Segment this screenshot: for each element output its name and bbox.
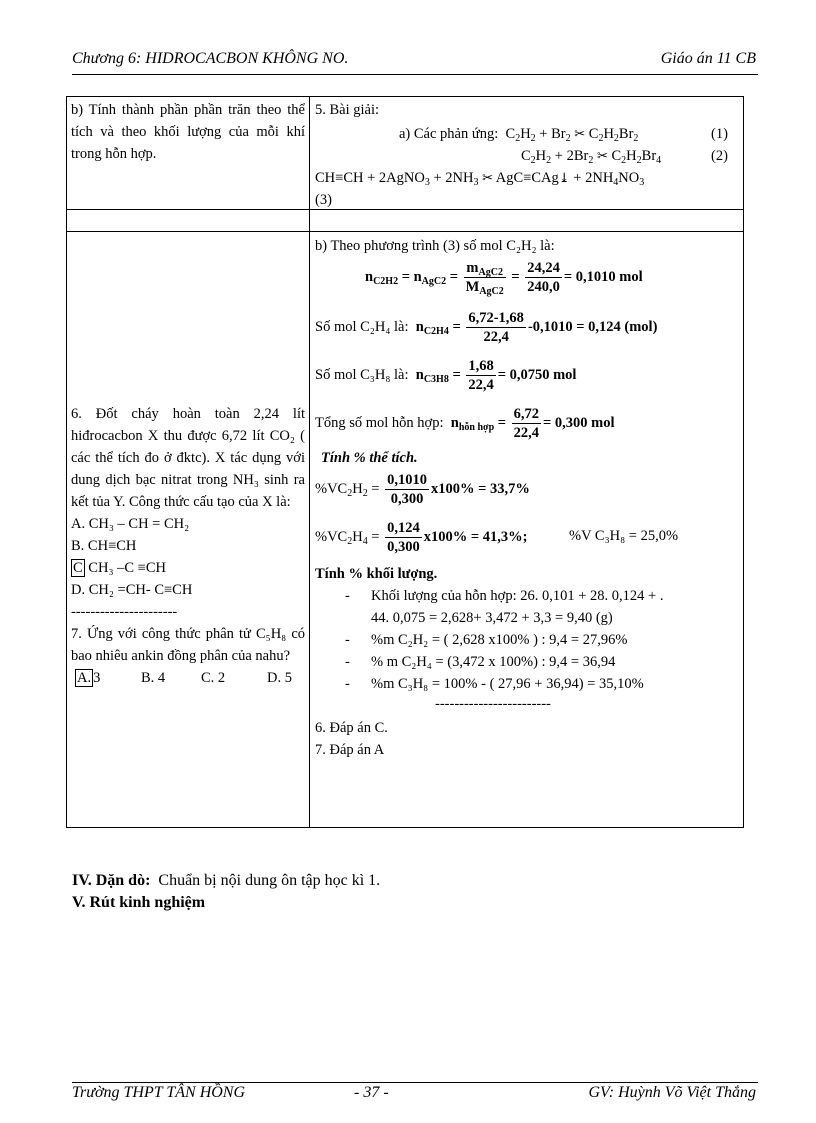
divider-dashes: ------------------------ (435, 696, 551, 712)
formula-vol-c2h4: $\%VC_2H_4$ = $\frac{0,124}{0,300}$ x100% = 41,3%; (315, 520, 528, 555)
reaction-label: a) Các phản ứng: (399, 126, 499, 142)
formula-mol-c2h4: Số mol C₂H₄ là: $n_{C2H4}$ = $\frac{6,72-1,68}{22,4}$ -0,1010 = 0,124 (mol) (315, 310, 658, 345)
q7-option-a (75, 667, 100, 689)
mass-percent-title: Tính % khối lượng. (315, 566, 438, 582)
page-footer (72, 1084, 756, 1102)
q7-option-a-value: 3 (93, 670, 101, 686)
formula-mol-c3h8: Số mol C₃H₈ là: $n_{C3H8}$ = $\frac{1,68}{22,4}$ = 0,0750 mol (315, 358, 577, 393)
footer-teacher: GV: Huỳnh Võ Việt Thắng (588, 1084, 756, 1101)
arrow-icon: ✂ (574, 126, 586, 141)
q7-option-c: C. 2 (201, 670, 226, 686)
option-c (71, 557, 305, 579)
mass-line: % m C₂H₄ = (3,472 x 100%) : 9,4 = 36,94 (371, 654, 616, 670)
lesson-table (66, 96, 744, 828)
arrow-icon: ✂ (482, 170, 493, 185)
option-b: B. CH≡CH (71, 538, 137, 554)
question-5b: b) Tính thành phần phần trăn theo thể tích và theo khối lượng của mỗi khí trong hỗn hợp. (71, 102, 305, 162)
mass-line: 44. 0,075 = 2,628+ 3,472 + 3,3 = 9,40 (g) (371, 610, 613, 626)
reaction-1: a) Các phản ứng: $C_2H_2 + Br_2$ ✂ $C_2H_2Br_2$ (399, 126, 639, 144)
answer-7: 7. Đáp án A (315, 742, 385, 758)
row-divider (67, 231, 743, 232)
column-divider (309, 97, 310, 827)
experience-note: V. Rút kinh nghiệm (72, 894, 206, 911)
fraction: $\frac{24,24}{240,0}$ (527, 260, 560, 295)
selected-answer-box: C (73, 560, 83, 576)
result: -0,1010 = 0,124 (mol) (527, 318, 658, 335)
homework-note (72, 872, 380, 890)
formula-mol-total: Tổng số mol hỗn hợp: $n_{hỗn hợp}$ = $\frac{6,72}{22,4}$ = 0,300 mol (315, 406, 615, 441)
result: x100% = 41,3%; (423, 528, 528, 545)
footer-school: Trường THPT TÂN HỒNG (72, 1084, 246, 1101)
option-c-text: CH₃ –C ≡CH (88, 560, 166, 576)
page-header (72, 50, 756, 68)
vol-c3h8: %V C₃H₈ = 25,0% (569, 528, 679, 544)
q7-option-b: B. 4 (141, 670, 166, 686)
solution-b-intro: b) Theo phương trình (3) số mol C₂H₂ là: (315, 238, 555, 254)
fraction: $\frac{6,72}{22,4}$ (513, 406, 540, 441)
homework-text: Chuẩn bị nội dung ôn tập học kì 1. (158, 872, 381, 889)
reaction-1-number: (1) (711, 126, 728, 142)
question-7: 7. Ứng với công thức phân tử C₅H₈ có bao nhiêu ankin đồng phân của nahu? (71, 626, 305, 664)
reaction-3: CH≡CH + 2AgNO$_3$ + $2NH_3$ ✂ AgC≡CAg⤓ + $2NH_4NO_3$ (315, 170, 645, 188)
fraction: $\frac{0,1010}{0,300}$ (387, 472, 428, 507)
row-divider (67, 209, 743, 210)
reaction-2: $C_2H_2 + 2Br_2$ ✂ $C_2H_2Br_4$ (521, 148, 662, 166)
header-course: Giáo án 11 CB (660, 50, 756, 67)
arrow-icon: ✂ (596, 148, 608, 163)
reaction-2-number: (2) (711, 148, 728, 164)
answer-6: 6. Đáp án C. (315, 720, 388, 736)
fraction: $\frac{1,68}{22,4}$ (468, 358, 494, 393)
divider-dashes: ---------------------- (71, 604, 178, 620)
fraction: $\frac{m_{AgC2}}{M_{AgC2}}$ (465, 260, 504, 297)
bullet: - (345, 632, 350, 648)
result: = 0,0750 mol (497, 366, 577, 383)
fraction: $\frac{0,124}{0,300}$ (387, 520, 420, 555)
fraction: $\frac{6,72-1,68}{22,4}$ (468, 310, 524, 345)
page-number: - 37 - (354, 1084, 389, 1101)
solution-5 (315, 99, 739, 209)
option-a: A. CH₃ – CH = CH₂ (71, 516, 190, 532)
result: = 0,300 mol (543, 414, 615, 431)
precipitate-icon: ⤓ (558, 170, 570, 185)
solution-title: 5. Bài giải: (315, 102, 380, 118)
volume-percent-title: Tính % thể tích. (321, 450, 418, 466)
header-chapter: Chương 6: HIDROCACBON KHÔNG NO. (72, 50, 349, 67)
option-d: D. CH₂ =CH- C≡CH (71, 582, 193, 598)
formula-vol-c2h2: $\%VC_2H_2$ = $\frac{0,1010}{0,300}$ x100% = 33,7% (315, 472, 530, 507)
reaction-3-number: (3) (315, 192, 332, 208)
label: Số mol C₃H₈ là: (315, 366, 409, 383)
question-6: 6. Đốt cháy hoàn toàn 2,24 lít hiđrocacbon X thu được 6,72 lít CO₂ ( các thể tích đo ở đktc). X tác dụng với dung dịch bạc nitrat trong NH₃ sinh ra kết tủa Y. Công thức cấu tạo của X là: (71, 406, 305, 510)
header-rule (72, 74, 758, 75)
formula-mol-c2h2: $n_{C2H2} = n_{AgC2}$ = $\frac{m_{AgC2}}{M_{AgC2}}$ = $\frac{24,24}{240,0}$ = 0,1010 mol (365, 260, 643, 297)
mass-line: Khối lượng của hỗn hợp: 26. 0,101 + 28. 0,124 + . (371, 588, 664, 604)
homework-label: IV. Dặn dò: (72, 872, 151, 889)
result: x100% = 33,7% (431, 480, 530, 497)
q7-option-d: D. 5 (267, 670, 292, 686)
solution-body (315, 233, 741, 827)
label: Tổng số mol hỗn hợp: (315, 414, 444, 431)
bullet: - (345, 676, 350, 692)
bullet: - (345, 588, 350, 604)
question-7-options (71, 667, 305, 689)
footer-rule (72, 1082, 758, 1083)
result: = 0,1010 mol (563, 268, 643, 285)
label: Số mol C₂H₄ là: (315, 318, 409, 335)
bullet: - (345, 654, 350, 670)
mass-line: %m C₂H₂ = ( 2,628 x100% ) : 9,4 = 27,96% (371, 632, 628, 648)
selected-answer-box: A. (77, 670, 92, 686)
mass-line: %m C₃H₈ = 100% - ( 27,96 + 36,94) = 35,10% (371, 676, 644, 692)
questions-6-7 (71, 403, 305, 689)
